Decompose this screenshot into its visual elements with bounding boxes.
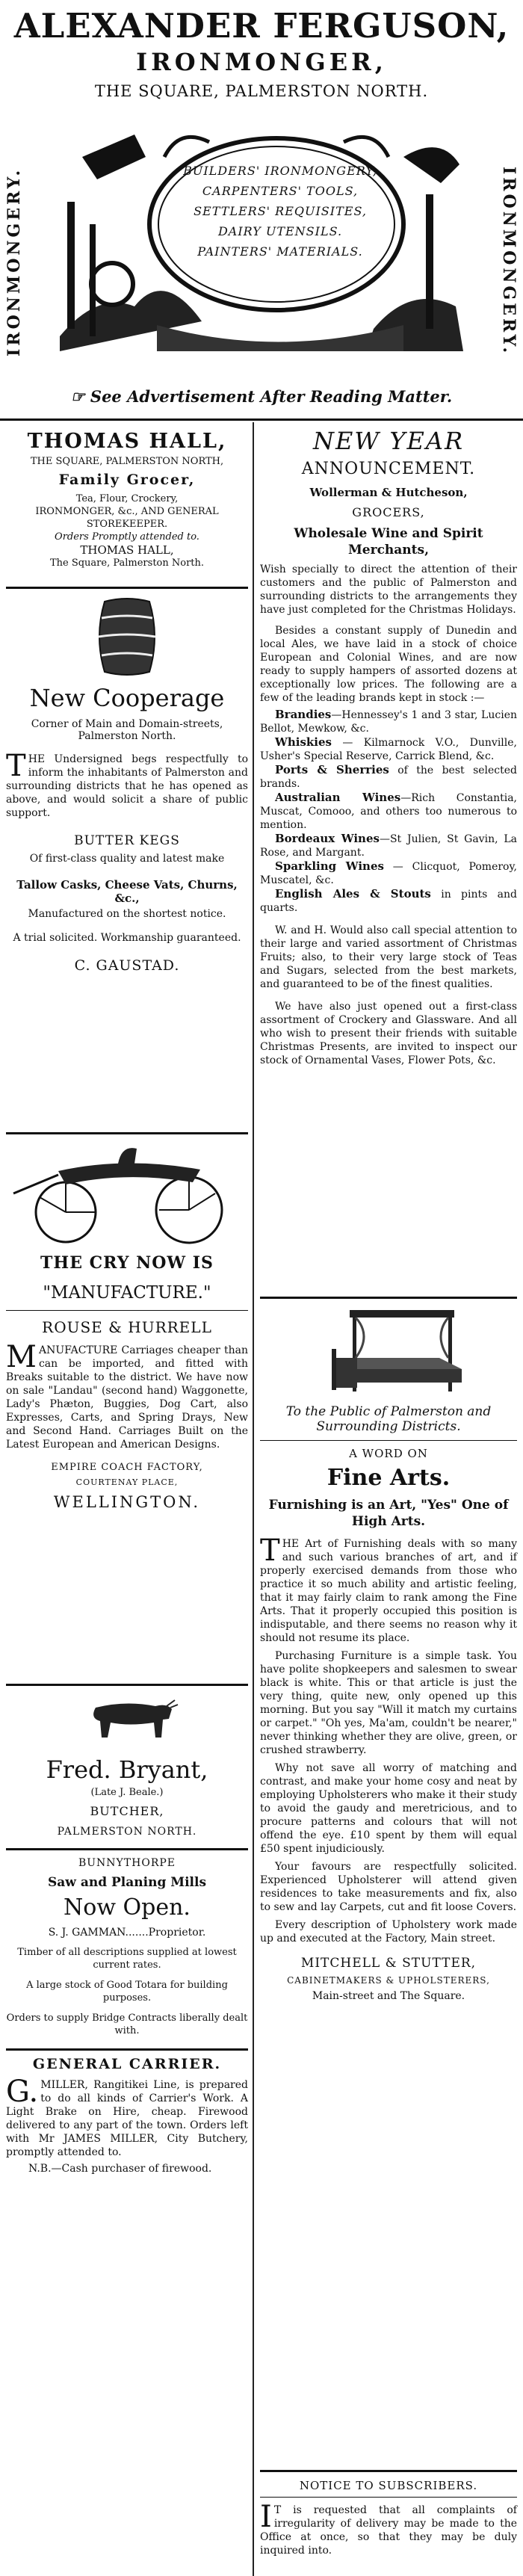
drop-cap: T — [6, 749, 26, 783]
tallow-sub: Manufactured on the shortest notice. — [28, 908, 226, 920]
rouse-hurrell-firm: ROUSE & HURRELL — [42, 1318, 212, 1336]
wholesale-heading: Wholesale Wine and Spirit Merchants, — [294, 526, 483, 557]
fine-arts-paragraph — [260, 1533, 517, 1645]
notice-body-text: T is requested that all complaints of irregularity of delivery may be made to the Office at once, so that they may be duly inquired into. — [260, 2504, 517, 2557]
brand-text: in pints and quarts. — [260, 889, 517, 914]
fine-arts-heading: Fine Arts. — [327, 1465, 451, 1491]
ad-separator — [6, 1848, 248, 1850]
fine-arts-tagline: Furnishing is an Art, "Yes" One of High Arts. — [268, 1498, 509, 1529]
bryant-advertisement — [6, 1693, 248, 1838]
bunnythorpe-advertisement — [6, 1857, 248, 2037]
brand-entry — [260, 887, 517, 915]
ferguson-title: ALEXANDER FERGUSON, — [13, 6, 510, 46]
to-public-heading: Surrounding Districts. — [316, 1419, 461, 1434]
bryant-place: PALMERSTON NORTH. — [57, 1826, 197, 1838]
carrier-body-text: MILLER, Rangitikei Line, is prepared to do all kinds of Carrier's Work. A Light Brake on Hire, cheap. Firewood delivered to any part of the town. Orders left with Mr JAMES MILLER, City Butchery, promptly attended to. — [6, 2079, 248, 2158]
mills-heading: Saw and Planing Mills — [47, 1875, 207, 1890]
emblem-line: SETTLERS' REQUISITES, — [194, 204, 367, 218]
brand-entry — [260, 763, 517, 791]
brand-entry — [260, 832, 517, 859]
ferguson-address: THE SQUARE, PALMERSTON NORTH. — [94, 82, 429, 100]
brand-text: —Rich Constantia, Muscat, Comooo, and others too numerous to mention. — [260, 792, 517, 831]
brand-text: — Clicquot, Pomeroy, Muscatel, &c. — [260, 861, 517, 886]
brand-text: — Kilmarnock V.O., Dunville, Usher's Special Reserve, Carrick Blend, &c. — [260, 737, 517, 762]
carrier-body — [6, 2075, 248, 2159]
new-year-advertisement — [260, 427, 517, 1067]
brand-entry — [260, 735, 517, 763]
rouse-hurrell-advertisement — [6, 1141, 248, 1511]
fine-arts-paragraph: Your favours are respectfully solicited. Experienced Upholsterer will attend given residences to take measurements and fix, also to sew and lay Carpets, cut and fit loose Covers. — [260, 1861, 517, 1913]
announcement-heading: ANNOUNCEMENT. — [301, 460, 476, 478]
ferguson-advertisement — [0, 0, 523, 421]
tallow-heading: Tallow Casks, Cheese Vats, Churns, &c., — [16, 878, 238, 905]
brand-heading: Sparkling Wines — [275, 859, 384, 873]
ad-separator — [6, 2048, 248, 2051]
brand-entry — [260, 708, 517, 735]
pointing-hand-icon: ☞ — [70, 387, 90, 406]
cooperage-signature: C. GAUSTAD. — [74, 957, 180, 974]
brand-heading: Bordeaux Wines — [275, 832, 380, 845]
barrel-illustration — [6, 596, 248, 678]
word-on: A WORD ON — [349, 1447, 428, 1460]
thomas-hall-address: THE SQUARE, PALMERSTON NORTH, — [30, 456, 224, 467]
drop-cap: G. — [6, 2075, 39, 2109]
fine-arts-paragraph-text: HE Art of Furnishing deals with so many and such various branches of art, and if properly exercised demands from those who practice it so much ability and artistic feeling, that it may fairly claim to rank among the Fine Arts. That it properly occupied this position is indisputable, and there seems no reason why it should not resume its place. — [260, 1538, 517, 1644]
ad-separator — [6, 587, 248, 589]
ferguson-notice — [0, 387, 523, 406]
carrier-nb: N.B.—Cash purchaser of firewood. — [28, 2163, 212, 2175]
rouse-hurrell-body-text: ANUFACTURE Carriages cheaper than can be imported, and fitted with Breaks suitable to the district. We have now on sale "Landau" (second hand) Waggonette, Lady's Phæton, Buggies, Dog Cart, also Expresses, Carts, and Spring Drays, New and Second Hand. Carriages Built on the Latest European and American Designs. — [6, 1344, 248, 1451]
bryant-trade: BUTCHER, — [90, 1804, 164, 1818]
ad-separator — [6, 1684, 248, 1686]
to-public-heading: To the Public of Palmerston and — [285, 1404, 492, 1419]
emblem-line: CARPENTERS' TOOLS, — [202, 184, 359, 198]
butter-kegs-heading: BUTTER KEGS — [74, 833, 180, 848]
brand-text: —Hennessey's 1 and 3 star, Lucien Bellot, Mewkow, &c. — [260, 709, 517, 735]
brand-heading: Whiskies — [275, 735, 332, 749]
new-year-heading: NEW YEAR — [312, 427, 465, 455]
fine-arts-paragraph: Why not save all worry of matching and contrast, and make your home cosy and neat by employing Upholsterers who make it their study to avoid the gaudy and meretricious, and to procure patterns and colours that will not offend the eye. £10 spent by them will equal £50 spent injudiciously. — [260, 1762, 517, 1855]
fine-arts-advertisement — [260, 1306, 517, 2002]
courtenay-place: COURTENAY PLACE, — [75, 1477, 179, 1487]
now-open-heading: Now Open. — [64, 1894, 191, 1921]
ad-separator — [260, 1297, 517, 1299]
notice-advertisement — [260, 2479, 517, 2557]
carrier-heading: GENERAL CARRIER. — [32, 2056, 222, 2072]
cooperage-location: Corner of Main and Domain-streets, — [31, 718, 223, 730]
butter-kegs-sub: Of first-class quality and latest make — [29, 853, 225, 865]
thin-rule — [260, 2497, 517, 2498]
mitchell-stutter-place: Main-street and The Square. — [312, 1990, 465, 2002]
ironmongery-side-right: IRONMONGERY. — [499, 167, 519, 356]
bed-illustration — [260, 1306, 517, 1395]
cry-now-heading: THE CRY NOW IS — [40, 1253, 214, 1273]
empire-coach-factory: EMPIRE COACH FACTORY, — [51, 1462, 203, 1473]
cooperage-location: Palmerston North. — [78, 730, 176, 742]
bunnythorpe-text: A large stock of Good Totara for building purposes. — [26, 1980, 228, 2004]
bunnythorpe-proprietor: S. J. GAMMAN.......Proprietor. — [48, 1927, 206, 1939]
rouse-hurrell-body — [6, 1340, 248, 1451]
grocers: GROCERS, — [352, 505, 425, 519]
carrier-advertisement — [6, 2056, 248, 2175]
thomas-hall-name: THOMAS HALL, — [27, 430, 227, 453]
mitchell-stutter-trade: CABINETMAKERS & UPHOLSTERERS, — [287, 1975, 490, 1986]
bull-illustration — [6, 1693, 248, 1745]
thomas-hall-orders: Orders Promptly attended to. — [55, 531, 199, 543]
thomas-hall-signature-address: The Square, Palmerston North. — [49, 557, 205, 569]
bunnythorpe-text: Timber of all descriptions supplied at lowest current rates. — [17, 1947, 237, 1971]
brand-text: —St Julien, St Gavin, La Rose, and Margant. — [260, 833, 517, 859]
thomas-hall-goods: Tea, Flour, Crockery, — [75, 493, 179, 504]
cooperage-heading: New Cooperage — [29, 684, 225, 712]
drop-cap: M — [6, 1340, 37, 1374]
emblem-line: BUILDERS' IRONMONGERY, — [183, 164, 377, 178]
ferguson-notice-text: See Advertisement After Reading Matter. — [90, 387, 453, 406]
wollerman-firm: Wollerman & Hutcheson, — [309, 486, 468, 499]
brand-heading: Brandies — [275, 708, 332, 721]
thomas-hall-trade: Family Grocer, — [58, 472, 196, 488]
bryant-late: (Late J. Beale.) — [90, 1787, 164, 1798]
brand-heading: Australian Wines — [275, 791, 401, 804]
notice-heading: NOTICE TO SUBSCRIBERS. — [299, 2479, 478, 2492]
emblem-line: DAIRY UTENSILS. — [217, 224, 343, 238]
brand-entry — [260, 859, 517, 887]
bryant-name: Fred. Bryant, — [46, 1755, 208, 1784]
carriage-illustration — [6, 1141, 248, 1246]
emblem-line: PAINTERS' MATERIALS. — [197, 244, 363, 259]
new-year-paragraph: Besides a constant supply of Dunedin and local Ales, we have laid in a stock of choice European and Colonial Wines, and are now ready to supply hampers of assorted dozens at exceptionally low prices. The following are a few of the leading brands kept in stock :— — [260, 625, 517, 704]
new-year-paragraph: W. and H. Would also call special attention to their large and varied assortment of Christmas Fruits; also, to their very large stock of Teas and Sugars, selected from the best markets, and guaranteed to be of the finest qualities. — [260, 924, 517, 990]
thin-rule — [260, 1440, 517, 1441]
drop-cap: I — [260, 2500, 272, 2534]
bunnythorpe-text: Orders to supply Bridge Contracts liberally dealt with. — [6, 2013, 248, 2036]
bunnythorpe-place: BUNNYTHORPE — [78, 1857, 176, 1869]
ferguson-subtitle: IRONMONGER, — [136, 48, 387, 76]
brand-entry — [260, 791, 517, 832]
drop-cap: T — [260, 1533, 280, 1568]
emblem-text — [172, 161, 389, 262]
brand-heading: English Ales & Stouts — [275, 887, 431, 901]
mitchell-stutter-firm: MITCHELL & STUTTER, — [300, 1956, 477, 1971]
notice-body — [260, 2500, 517, 2557]
ironmongery-side-left: IRONMONGERY. — [4, 167, 24, 356]
trial-solicited: A trial solicited. Workmanship guaranteed. — [13, 932, 241, 944]
cooperage-advertisement — [6, 596, 248, 974]
thomas-hall-goods: IRONMONGER, &c., AND GENERAL — [35, 506, 219, 517]
thomas-hall-advertisement — [6, 430, 248, 569]
ad-separator — [6, 1132, 248, 1134]
manufacture-heading: "MANUFACTURE." — [43, 1283, 211, 1303]
thomas-hall-signature: THOMAS HALL, — [80, 543, 174, 557]
ad-separator — [260, 2470, 517, 2472]
wellington: WELLINGTON. — [53, 1493, 201, 1511]
column-divider — [253, 422, 254, 2576]
brand-heading: Ports & Sherries — [275, 763, 389, 776]
brand-text: of the best selected brands. — [260, 765, 518, 790]
cooperage-body — [6, 749, 248, 820]
fine-arts-paragraph: Every description of Upholstery work made up and executed at the Factory, Main street. — [260, 1919, 517, 1945]
new-year-paragraph: We have also just opened out a first-class assortment of Crockery and Glassware. And all who wish to present their friends with suitable Christmas Presents, are invited to inspect our stock of Ornamental Vases, Flower Pots, &c. — [260, 1001, 517, 1066]
new-year-paragraph: Wish specially to direct the attention of their customers and the public of Palmerston and surrounding districts to the arrangements they have just completed for the Christmas Holidays. — [260, 563, 517, 616]
thin-rule — [6, 1310, 248, 1311]
thomas-hall-goods: STOREKEEPER. — [86, 519, 168, 530]
fine-arts-paragraph: Purchasing Furniture is a simple task. You have polite shopkeepers and salesmen to swear black is white. This or that article is just the very thing, quite new, only opened up this morning. But you say "Will it match my curtains or carpet." "Oh yes, Ma'am, couldn't be nearer," never thinking whether they are olive, green, or crushed strawberry. — [260, 1650, 517, 1756]
cooperage-body-text: HE Undersigned begs respectfully to inform the inhabitants of Palmerston and surrounding districts that he has opened as above, and would solicit a share of public support. — [6, 753, 248, 819]
